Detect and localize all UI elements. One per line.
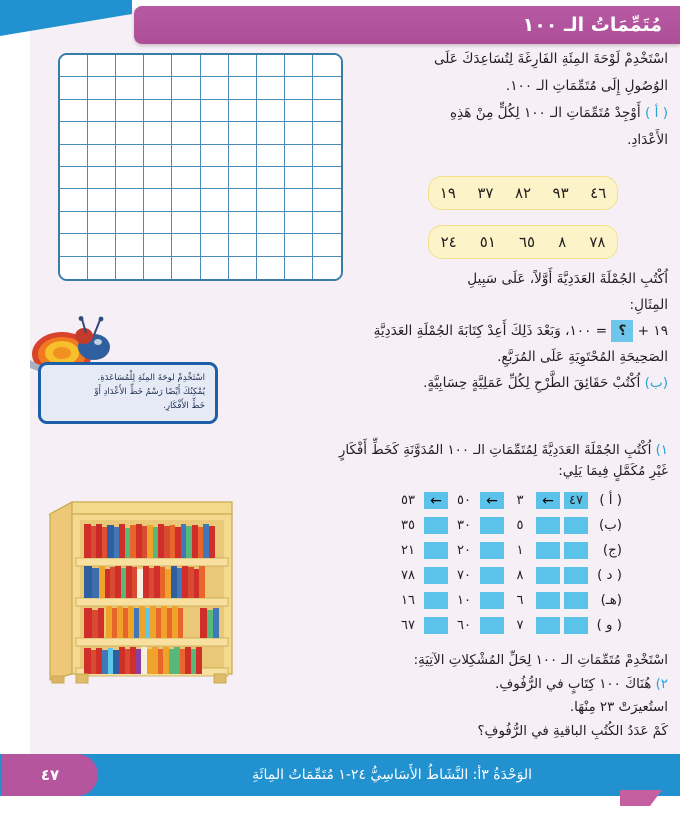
grid-cell[interactable] [116, 145, 144, 167]
grid-cell[interactable] [116, 55, 144, 77]
exercise-1-text-2: غَيْرِ مُكَمَّلٍ فِيمَا يَلِي: [558, 464, 668, 480]
strip-number: ١٩ [439, 184, 456, 202]
grid-cell[interactable] [172, 212, 200, 234]
intro-line-2: الوُصُولِ إِلَى مُتَمِّمَاتِ الـ ١٠٠. [505, 78, 668, 95]
grid-cell[interactable] [172, 145, 200, 167]
grid-cell[interactable] [144, 100, 172, 122]
answer-box[interactable] [424, 517, 448, 534]
helper-callout-box [38, 362, 218, 424]
grid-cell[interactable] [257, 212, 285, 234]
grid-cell[interactable] [60, 234, 88, 256]
exercise-value: ٥ [516, 518, 524, 533]
answer-box[interactable] [424, 617, 448, 634]
exercise-value: ٣ [516, 493, 524, 508]
grid-cell[interactable] [116, 212, 144, 234]
exercise-value: ٦ [516, 593, 524, 608]
grid-cell[interactable] [201, 167, 229, 189]
grid-cell[interactable] [313, 77, 341, 99]
grid-cell[interactable] [313, 100, 341, 122]
exercise-row [401, 513, 622, 538]
exercise-value: ٥٣ [401, 493, 415, 508]
answer-box[interactable] [536, 542, 560, 559]
grid-cell[interactable] [257, 257, 285, 279]
example-instructions [358, 268, 668, 398]
grid-cell[interactable] [285, 167, 313, 189]
grid-cell[interactable] [60, 77, 88, 99]
grid-cell[interactable] [88, 189, 116, 211]
grid-cell[interactable] [285, 55, 313, 77]
arrow-left-icon: ← [536, 492, 560, 509]
exercise-row [401, 488, 622, 513]
grid-cell[interactable] [201, 212, 229, 234]
grid-cell[interactable] [285, 145, 313, 167]
answer-box[interactable] [536, 517, 560, 534]
grid-cell[interactable] [60, 100, 88, 122]
exercise-row-label: ( و ) [596, 618, 622, 633]
grid-cell[interactable] [201, 234, 229, 256]
grid-cell[interactable] [144, 234, 172, 256]
footer-corner-tab [620, 790, 662, 806]
grid-cell[interactable] [172, 100, 200, 122]
grid-cell[interactable] [257, 234, 285, 256]
grid-cell[interactable] [88, 257, 116, 279]
grid-cell[interactable] [313, 189, 341, 211]
grid-cell[interactable] [60, 55, 88, 77]
exercise-2-line-2: استُعيرَتْ ٢٣ مِنْهَا. [569, 700, 668, 716]
bookshelf-illustration-icon [42, 484, 240, 684]
grid-cell[interactable] [285, 234, 313, 256]
grid-cell[interactable] [229, 189, 257, 211]
example-line-2: المِثَالِ: [629, 297, 668, 314]
answer-box[interactable] [564, 542, 588, 559]
strip-number: ٢٤ [440, 233, 457, 251]
answer-box[interactable] [536, 567, 560, 584]
callout-line-2: يُمْكِنُكَ أَيْضًا رَسْمُ خَطِّ الأَعْدَادِ أَوْ [94, 387, 205, 398]
page-title: مُتَمِّمَاتُ الـ ١٠٠ [522, 14, 662, 36]
answer-box[interactable] [536, 592, 560, 609]
grid-cell[interactable] [144, 55, 172, 77]
grid-cell[interactable] [229, 145, 257, 167]
intro-line-4: الأَعْدَادِ. [627, 132, 668, 149]
example-line-4: اُكْتُبْ حَقَائِقَ الطَّرْحِ لِكُلِّ عَمَلِيَّةٍ حِسَابِيَّةٍ. [423, 375, 641, 392]
grid-cell[interactable] [313, 212, 341, 234]
grid-cell[interactable] [88, 212, 116, 234]
grid-cell[interactable] [60, 167, 88, 189]
grid-cell[interactable] [201, 55, 229, 77]
arrow-left-icon: ← [480, 492, 504, 509]
grid-cell[interactable] [88, 234, 116, 256]
exercise-1-heading [216, 440, 668, 483]
grid-cell[interactable] [172, 257, 200, 279]
page-number: ٤٧ [40, 766, 60, 784]
grid-cell[interactable] [201, 100, 229, 122]
grid-cell[interactable] [116, 122, 144, 144]
grid-cell[interactable] [229, 212, 257, 234]
footer-bar [0, 754, 680, 796]
grid-cell[interactable] [257, 167, 285, 189]
footer-text: الوَحْدَةُ ٣أ: النَّشَاطُ الأَسَاسِيُّ ٢٤-١ مُتَمِّمَاتُ المِائَةِ [252, 767, 532, 783]
grid-cell[interactable] [88, 122, 116, 144]
arrow-left-icon: ← [424, 492, 448, 509]
example-line-1: اُكْتُبِ الجُمْلَةَ العَدَدِيَّةَ أَوَّلاً، عَلَى سَبِيلِ [467, 271, 668, 287]
grid-cell[interactable] [116, 100, 144, 122]
grid-cell[interactable] [313, 145, 341, 167]
exercise-value: ١٦ [401, 593, 415, 608]
exercise-2-intro: اسْتَخْدِمْ مُتَمِّمَاتِ الـ ١٠٠ لِحَلِّ المُشْكِلاتِ الآتِيَةِ: [413, 653, 668, 668]
grid-cell[interactable] [144, 257, 172, 279]
grid-cell[interactable] [229, 122, 257, 144]
strip-number: ٨ [558, 233, 567, 251]
exercise-row-label: ( د ) [597, 568, 622, 583]
grid-cell[interactable] [172, 55, 200, 77]
grid-cell[interactable] [229, 167, 257, 189]
exercise-row-label: (ب) [598, 518, 622, 533]
exercise-row [401, 613, 622, 638]
grid-cell[interactable] [285, 257, 313, 279]
grid-cell[interactable] [116, 189, 144, 211]
exercise-value: ٥٠ [457, 493, 471, 508]
grid-cell[interactable] [257, 145, 285, 167]
grid-cell[interactable] [201, 145, 229, 167]
grid-cell[interactable] [88, 55, 116, 77]
grid-cell[interactable] [144, 212, 172, 234]
example-line-3: الصَحِيحَةِ المُحْتَوِيَةِ عَلَى المُرَبَّعِ. [497, 349, 668, 366]
grid-cell[interactable] [285, 100, 313, 122]
grid-cell[interactable] [116, 77, 144, 99]
grid-cell[interactable] [313, 257, 341, 279]
grid-cell[interactable] [60, 257, 88, 279]
grid-cell[interactable] [60, 145, 88, 167]
number-strip-row-1 [428, 176, 618, 210]
grid-cell[interactable] [88, 100, 116, 122]
exercise-value: ٧ [516, 618, 524, 633]
grid-cell[interactable] [144, 167, 172, 189]
marker-a: ( أ ) [644, 105, 668, 122]
exercise-value: ٣٠ [457, 518, 471, 533]
answer-box[interactable] [424, 567, 448, 584]
grid-cell[interactable] [172, 77, 200, 99]
grid-cell[interactable] [313, 122, 341, 144]
answer-box[interactable] [564, 617, 588, 634]
exercise-row [401, 538, 622, 563]
exercise-value: ٧٠ [457, 568, 471, 583]
exercise-value: ٦٧ [401, 618, 415, 633]
grid-cell[interactable] [60, 189, 88, 211]
example-part-b [358, 372, 668, 394]
grid-cell[interactable] [88, 77, 116, 99]
grid-cell[interactable] [144, 189, 172, 211]
exercise-value: ١٠ [457, 593, 471, 608]
grid-cell[interactable] [172, 189, 200, 211]
exercise-value: ٢١ [401, 543, 415, 558]
exercise-value: ٧٨ [401, 568, 415, 583]
exercise-value: ٣٥ [401, 518, 415, 533]
hundred-square-grid[interactable] [58, 53, 343, 281]
exercise-2-line-3: كَمْ عَدَدُ الكُتُبِ الباقيةِ في الرُّفُوفِ؟ [477, 723, 668, 739]
grid-cell[interactable] [60, 122, 88, 144]
equation-answer-box[interactable]: ؟ [611, 320, 633, 342]
grid-cell[interactable] [144, 77, 172, 99]
strip-number: ٥١ [479, 233, 496, 251]
grid-cell[interactable] [313, 234, 341, 256]
exercise-row [401, 563, 622, 588]
grid-cell[interactable] [229, 257, 257, 279]
grid-cell[interactable] [313, 55, 341, 77]
grid-cell[interactable] [201, 122, 229, 144]
answer-box[interactable] [424, 542, 448, 559]
answer-box[interactable] [564, 517, 588, 534]
grid-cell[interactable] [285, 122, 313, 144]
answer-box[interactable] [480, 617, 504, 634]
grid-cell[interactable] [229, 55, 257, 77]
callout-text [94, 372, 205, 413]
strip-number: ٧٨ [589, 233, 606, 251]
equation-right: = ١٠٠، وَبَعْدَ ذَلِكَ أَعِدْ كِتَابَةَ الجُمْلَةِ العَدَدِيَّةِ [373, 323, 608, 340]
page-header-bar [134, 6, 680, 44]
grid-cell[interactable] [229, 77, 257, 99]
grid-cell[interactable] [116, 234, 144, 256]
exercise-value: ٦٠ [457, 618, 471, 633]
answer-box[interactable] [480, 517, 504, 534]
answer-box[interactable] [424, 592, 448, 609]
grid-cell[interactable] [313, 167, 341, 189]
grid-cell[interactable] [257, 189, 285, 211]
grid-cell[interactable] [116, 257, 144, 279]
grid-cell[interactable] [229, 100, 257, 122]
intro-instructions [372, 48, 668, 156]
grid-cell[interactable] [257, 55, 285, 77]
exercise-value: ١ [516, 543, 524, 558]
exercise-row-label: (هـ) [600, 593, 622, 608]
grid-cell[interactable] [116, 167, 144, 189]
answer-box[interactable] [564, 592, 588, 609]
grid-cell[interactable] [144, 145, 172, 167]
grid-cell[interactable] [172, 122, 200, 144]
grid-cell[interactable] [88, 145, 116, 167]
grid-cell[interactable] [285, 212, 313, 234]
exercise-value: ٤٧ [564, 492, 588, 509]
grid-cell[interactable] [285, 189, 313, 211]
grid-cell[interactable] [257, 100, 285, 122]
exercise-2-marker: ٢) [655, 676, 668, 692]
answer-box[interactable] [480, 567, 504, 584]
strip-number: ٩٣ [552, 184, 569, 202]
grid-cell[interactable] [88, 167, 116, 189]
example-equation-line [358, 320, 668, 342]
grid-cell[interactable] [172, 167, 200, 189]
exercise-2-line-1-wrap [280, 674, 668, 697]
grid-cell[interactable] [201, 77, 229, 99]
grid-cell[interactable] [172, 234, 200, 256]
strip-number: ٣٧ [477, 184, 494, 202]
exercise-1-rows [401, 488, 622, 638]
intro-line-1: اسْتَخْدِمْ لَوْحَةَ المِئَةِ الفَارِغَةَ لِتُسَاعِدَكَ عَلَى [433, 51, 668, 67]
grid-cell[interactable] [257, 77, 285, 99]
exercise-row-label: (ج) [602, 543, 622, 558]
grid-cell[interactable] [285, 77, 313, 99]
grid-cell[interactable] [229, 234, 257, 256]
exercise-1-text-1: اُكْتُبِ الجُمْلَةَ العَدَدِيَّةَ لِمُتَمِّمَاتِ الـ ١٠٠ المُدَوَّنَةِ كَخَطِّ أَفْكَارٍ [338, 443, 652, 458]
grid-cell[interactable] [201, 257, 229, 279]
exercise-row-label: ( أ ) [599, 493, 622, 508]
exercise-1-marker: ١) [655, 443, 668, 458]
grid-cell[interactable] [201, 189, 229, 211]
intro-part-a [372, 102, 668, 124]
strip-number: ٨٢ [514, 184, 532, 202]
grid-cell[interactable] [144, 122, 172, 144]
grid-cell[interactable] [60, 212, 88, 234]
strip-number: ٦٥ [519, 233, 536, 251]
equation-left: ١٩ + [637, 323, 668, 340]
answer-box[interactable] [536, 617, 560, 634]
exercise-value: ٢٠ [457, 543, 471, 558]
exercise-1-line-1 [216, 440, 668, 461]
grid-cell[interactable] [257, 122, 285, 144]
number-strip-row-2 [428, 225, 618, 259]
callout-line-3: خَطِّ الأَفْكَارِ. [163, 400, 205, 411]
marker-b: (ب) [644, 375, 668, 392]
intro-line-3: أَوْجِدْ مُتَمِّمَاتِ الـ ١٠٠ لِكُلٍّ مِنْ هَذِهِ [449, 105, 641, 122]
exercise-row [401, 588, 622, 613]
page-number-badge [2, 754, 98, 796]
answer-box[interactable] [564, 567, 588, 584]
answer-box[interactable] [480, 592, 504, 609]
exercise-value: ٨ [516, 568, 524, 583]
strip-number: ٤٦ [590, 184, 607, 202]
callout-line-1: اسْتَخْدِمْ لوحَةَ المِئَةِ لِلْمُسَاعَدَةِ. [97, 373, 205, 384]
exercise-2-block [280, 650, 668, 744]
answer-box[interactable] [480, 542, 504, 559]
exercise-2-line-1: هُنَاكَ ١٠٠ كِتَابٍ في الرُّفُوفِ. [495, 676, 652, 692]
